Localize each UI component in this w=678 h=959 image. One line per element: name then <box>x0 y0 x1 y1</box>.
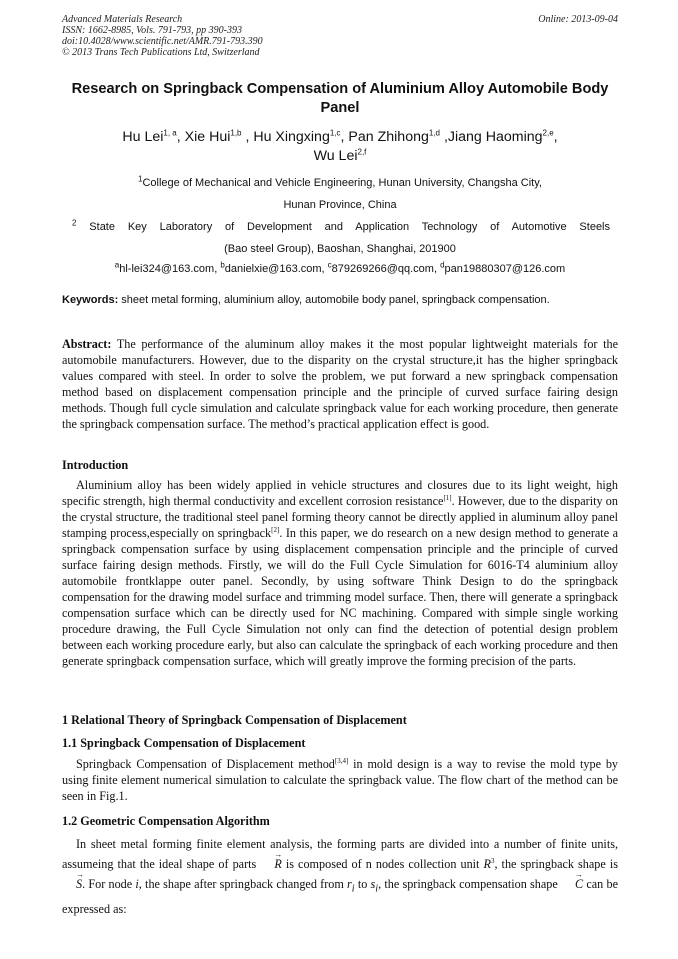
keywords <box>62 293 618 307</box>
doi-line: doi:10.4028/www.scientific.net/AMR.791-793.390 <box>62 36 263 47</box>
abstract <box>62 336 618 432</box>
affiliation-1 <box>62 176 618 190</box>
section-text: , the shape after springback changed from <box>138 877 348 891</box>
math-i: i <box>135 877 139 891</box>
author-name: Hu Xingxing <box>253 129 330 145</box>
intro-text: Aluminium alloy has been widely applied in vehicle structures and closures due to its light weight, high specific strength, high thermal conductivity and excellent corrosion resistance <box>62 478 618 508</box>
section-heading-introduction: Introduction <box>62 458 129 472</box>
keywords-text: sheet metal forming, aluminium alloy, automobile body panel, springback compensation. <box>118 294 550 306</box>
journal-header <box>62 14 618 58</box>
section-text: is composed of n nodes collection unit <box>281 857 484 871</box>
email-sup: a <box>114 260 120 270</box>
math-sub: i <box>375 883 379 895</box>
section-text: In sheet metal forming finite element analysis, the forming parts are divided into a number of finite units, assumeing that the ideal shape of parts <box>62 837 618 871</box>
author-affil-sup: 1,d <box>428 128 440 138</box>
author-name: Wu Lei <box>313 148 358 164</box>
email-link[interactable]: 879269266@qq.com, <box>331 263 441 275</box>
section-text: , the springback compensation shape <box>378 877 562 891</box>
citation-ref[interactable]: [1] <box>443 493 452 502</box>
email-sup: b <box>220 260 225 270</box>
email-link[interactable]: pan19880307@126.com <box>444 263 566 275</box>
journal-name: Advanced Materials Research <box>62 14 183 25</box>
email-line <box>62 262 618 276</box>
affiliation-sup: 1 <box>138 174 143 184</box>
section-heading-1-1: 1.1 Springback Compensation of Displacement <box>62 736 306 750</box>
intro-text: . However, due to the disparity on the crystal structure, the traditional steel panel forming theory cannot be directly applied in aluminum alloy panel stamping process,especially on springback <box>62 494 618 540</box>
email-link[interactable]: danielxie@163.com, <box>224 263 328 275</box>
author-name: Hu Lei <box>122 129 164 145</box>
vector-S: → S <box>62 874 82 894</box>
author-affil-sup: 1,b <box>230 128 242 138</box>
vector-C: → C <box>561 874 583 894</box>
keywords-label: Keywords: <box>62 294 119 306</box>
section-heading-1-2: 1.2 Geometric Compensation Algorithm <box>62 814 270 828</box>
section-text: Springback Compensation of Displacement method <box>76 757 335 771</box>
abstract-text: The performance of the aluminum alloy makes it the most popular lightweight materials for the automobile manufacturers. However, due to the disparity on the crystal structure,it has the higher springback values compared with steel. In order to solve the problem, we put forward a new springback compensation method based on displacement compensation principle and the principle of curved surface fairing design methods. Though full cycle simulation and calculate springback value for each working procedure, then generate the springback compensation surface. The method’s practical application effect is good. <box>62 337 618 431</box>
math-sub: i <box>351 883 355 895</box>
copyright-line: © 2013 Trans Tech Publications Ltd, Switzerland <box>62 47 260 58</box>
author-affil-sup: 1, a <box>163 128 177 138</box>
section-text: to <box>354 877 371 891</box>
paper-title: Research on Springback Compensation of Aluminium Alloy Automobile Body Panel <box>71 81 609 116</box>
section-text: , the springback shape is <box>494 857 618 871</box>
math-sup: 3 <box>490 856 495 865</box>
author-affil-sup: 2,e <box>542 128 554 138</box>
email-link[interactable]: hl-lei324@163.com, <box>119 263 221 275</box>
email-sup: c <box>327 260 332 270</box>
author-list: Hu Lei$^{1, a}$, Xie Hui$^{1,b}$ , Hu Xingxing$^{1,c}$, Pan Zhihong$^{1,d}$ ,Jiang Haoming$^{2,e}$, Wu Lei$^{2,f}$ <box>122 128 558 164</box>
section-text: in mold design is a way to revise the mold type by using finite element numerical simulation to calculate the springback value. The flow chart of the method can be seen in Fig.1. <box>62 757 619 803</box>
section-heading-1: 1 Relational Theory of Springback Compensation of Displacement <box>62 713 407 727</box>
issn-line: ISSN: 1662-8985, Vols. 791-793, pp 390-393 <box>62 25 242 36</box>
citation-ref[interactable]: [3,4] <box>334 756 349 765</box>
vector-R: → R <box>260 854 281 874</box>
section-1-2-body <box>62 834 618 919</box>
email-sup: d <box>440 260 445 270</box>
affiliation-1-line2: Hunan Province, China <box>283 199 397 211</box>
math-R: R <box>483 857 491 871</box>
author-affil-sup: 2,f <box>357 147 367 157</box>
math-s: s <box>370 877 376 891</box>
intro-text: . In this paper, we do research on a new design method to generate a springback compensation surface by using displacement compensation principle and the principle of curved surface fairing design methods. Firstly, we will do the Full Cycle Simulation for 6016-T4 aluminium alloy automobile frontklappe outer panel. Secondly, by using software Think Design to do the springback compensation for the drawing model surface and trimming model surface. Then, there will generate a springback compensation surface which can be directly used for NC machining. Compared with simple single working procedure drawing, the Full Cycle Simulation not only can find the detection of potential design problem between each working procedure early, but also can calculate the springback of each working procedure and then generate springback compensation surface, which will greatly improve the forming precision of the parts. <box>62 526 619 668</box>
affiliation-2-line2: (Bao steel Group), Baoshan, Shanghai, 201900 <box>224 243 456 255</box>
affiliation-text: College of Mechanical and Vehicle Engineering, Hunan University, Changsha City, <box>142 177 542 189</box>
abstract-label: Abstract: <box>62 337 112 351</box>
citation-ref[interactable]: [2] <box>271 525 280 534</box>
section-text: can be expressed as: <box>62 877 618 917</box>
math-r: r <box>347 877 352 891</box>
affiliation-sup: 2 <box>72 218 77 228</box>
author-name: Xie Hui <box>184 129 231 145</box>
author-name: Pan Zhihong <box>348 129 429 145</box>
author-name: Jiang Haoming <box>447 129 543 145</box>
introduction-body <box>62 477 618 669</box>
author-affil-sup: 1,c <box>329 128 341 138</box>
online-date: Online: 2013-09-04 <box>538 14 618 25</box>
section-text: . For node <box>82 877 136 891</box>
section-1-1-body <box>62 756 618 804</box>
affiliation-text: State Key Laboratory of Development and Application Technology of Automotive Steels <box>89 221 611 233</box>
affiliation-2 <box>72 220 610 234</box>
